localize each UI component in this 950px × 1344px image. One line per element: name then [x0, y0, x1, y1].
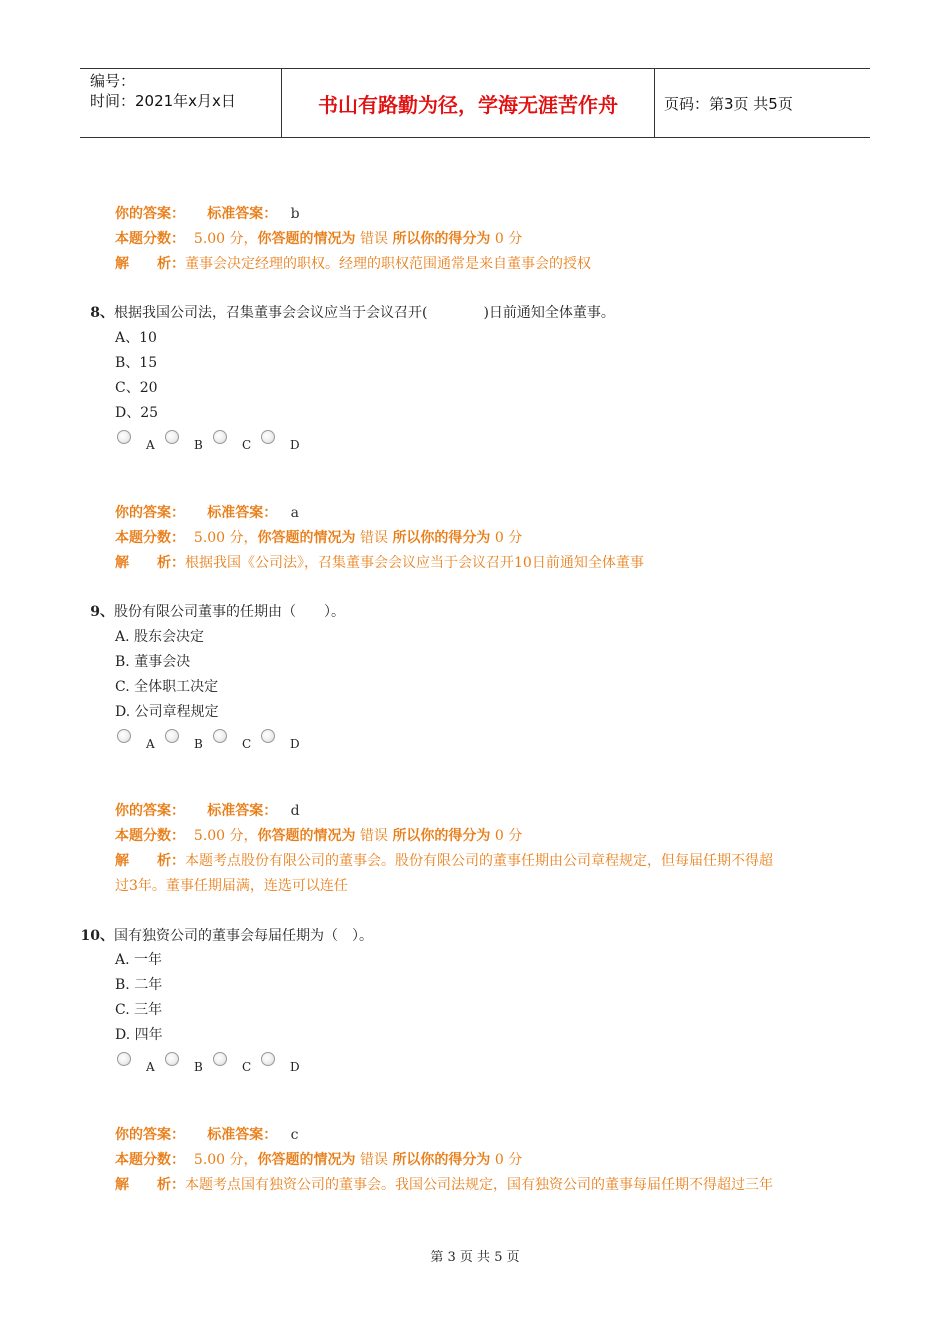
radio-circle-icon[interactable]	[117, 729, 131, 743]
radio-option-d[interactable]	[259, 1052, 307, 1076]
analysis-text: 根据我国《公司法》，召集董事会会议应当于会议召开10日前通知全体董事	[185, 555, 644, 571]
radio-circle-icon[interactable]	[117, 430, 131, 444]
score-value: 5.00 分，	[193, 828, 258, 844]
analysis-text-continued: 过3年。董事任期届满，连选可以连任	[115, 878, 348, 894]
radio-label: A	[146, 737, 155, 751]
question-8	[80, 301, 615, 326]
situation-label: 你答题的情况为	[257, 231, 356, 247]
analysis-label: 解 析：	[115, 1177, 185, 1193]
your-answer-label: 你的答案：	[115, 505, 185, 521]
your-answer-label: 你的答案：	[115, 803, 185, 819]
situation-value: 错误	[359, 530, 388, 546]
doc-time-label: 时间：2021年x月x日	[90, 92, 236, 110]
radio-option-a[interactable]	[115, 1052, 163, 1076]
answer-block	[115, 1123, 773, 1198]
situation-label: 你答题的情况为	[257, 1152, 356, 1168]
radio-label: D	[290, 438, 300, 452]
radio-circle-icon[interactable]	[261, 729, 275, 743]
got-value: 0 分	[494, 1152, 523, 1168]
header-meta	[90, 71, 280, 111]
radio-label: B	[194, 737, 203, 751]
standard-answer-label: 标准答案：	[207, 1127, 278, 1143]
option-b: B、15	[115, 355, 158, 371]
analysis-text: 董事会决定经理的职权。经理的职权范围通常是来自董事会的授权	[185, 256, 591, 272]
score-label: 本题分数：	[115, 231, 185, 247]
question-9	[80, 600, 345, 625]
options-list	[115, 948, 163, 1048]
option-d: D. 四年	[115, 1027, 163, 1043]
radio-label: A	[146, 438, 155, 452]
standard-answer-value: a	[290, 505, 299, 521]
radio-option-a[interactable]	[115, 729, 163, 753]
option-a: A. 股东会决定	[115, 629, 205, 645]
answer-block	[115, 202, 591, 277]
radio-option-c[interactable]	[211, 1052, 259, 1076]
radio-circle-icon[interactable]	[261, 430, 275, 444]
radio-label: B	[194, 1060, 203, 1074]
option-d: D、25	[115, 405, 159, 421]
your-answer-label: 你的答案：	[115, 206, 185, 222]
radio-circle-icon[interactable]	[165, 430, 179, 444]
answer-radio-group	[115, 1052, 307, 1076]
your-answer-label: 你的答案：	[115, 1127, 185, 1143]
option-a: A. 一年	[115, 952, 163, 968]
radio-label: B	[194, 438, 203, 452]
situation-label: 你答题的情况为	[257, 828, 356, 844]
analysis-label: 解 析：	[115, 256, 185, 272]
score-label: 本题分数：	[115, 1152, 185, 1168]
radio-label: D	[290, 737, 300, 751]
answer-radio-group	[115, 729, 307, 753]
options-list	[115, 326, 158, 426]
radio-circle-icon[interactable]	[213, 1052, 227, 1066]
analysis-label: 解 析：	[115, 555, 185, 571]
question-text: 国有独资公司的董事会每届任期为（ ）。	[114, 928, 373, 944]
analysis-text: 本题考点国有独资公司的董事会。我国公司法规定，国有独资公司的董事每届任期不得超过三年	[185, 1177, 773, 1193]
question-number: 10、	[80, 928, 114, 944]
radio-option-d[interactable]	[259, 430, 307, 454]
got-label: 所以你的得分为	[392, 231, 491, 247]
radio-circle-icon[interactable]	[213, 430, 227, 444]
radio-circle-icon[interactable]	[261, 1052, 275, 1066]
option-b: B. 董事会决	[115, 654, 191, 670]
radio-option-c[interactable]	[211, 729, 259, 753]
radio-circle-icon[interactable]	[165, 1052, 179, 1066]
radio-circle-icon[interactable]	[165, 729, 179, 743]
situation-value: 错误	[359, 231, 388, 247]
score-label: 本题分数：	[115, 828, 185, 844]
radio-label: A	[146, 1060, 155, 1074]
option-c: C. 全体职工决定	[115, 679, 219, 695]
analysis-text: 本题考点股份有限公司的董事会。股份有限公司的董事任期由公司章程规定，但每届任期不得超	[185, 853, 773, 869]
score-label: 本题分数：	[115, 530, 185, 546]
page-header	[80, 68, 870, 138]
situation-label: 你答题的情况为	[257, 530, 356, 546]
score-value: 5.00 分，	[193, 1152, 258, 1168]
standard-answer-value: d	[290, 803, 300, 819]
question-number: 9、	[90, 604, 114, 620]
score-value: 5.00 分，	[193, 231, 258, 247]
standard-answer-value: b	[290, 206, 300, 222]
radio-option-d[interactable]	[259, 729, 307, 753]
option-b: B. 二年	[115, 977, 163, 993]
doc-number-label: 编号：	[90, 72, 136, 90]
got-value: 0 分	[494, 530, 523, 546]
radio-circle-icon[interactable]	[213, 729, 227, 743]
radio-circle-icon[interactable]	[117, 1052, 131, 1066]
radio-label: C	[242, 438, 252, 452]
got-value: 0 分	[494, 828, 523, 844]
got-label: 所以你的得分为	[392, 828, 491, 844]
got-label: 所以你的得分为	[392, 530, 491, 546]
question-text: 股份有限公司董事的任期由（ ）。	[114, 604, 345, 620]
option-d: D. 公司章程规定	[115, 704, 219, 720]
answer-block	[115, 501, 644, 576]
situation-value: 错误	[359, 828, 388, 844]
question-10	[80, 924, 373, 949]
radio-option-b[interactable]	[163, 1052, 211, 1076]
question-text: 根据我国公司法，召集董事会会议应当于会议召开( )日前通知全体董事。	[114, 305, 615, 321]
radio-option-a[interactable]	[115, 430, 163, 454]
situation-value: 错误	[359, 1152, 388, 1168]
radio-label: D	[290, 1060, 300, 1074]
got-label: 所以你的得分为	[392, 1152, 491, 1168]
header-motto: 书山有路勤为径，学海无涯苦作舟	[281, 69, 655, 137]
options-list	[115, 625, 219, 725]
standard-answer-label: 标准答案：	[207, 206, 278, 222]
score-value: 5.00 分，	[193, 530, 258, 546]
radio-label: C	[242, 1060, 252, 1074]
page-footer: 第 3 页 共 5 页	[430, 1250, 520, 1265]
answer-block	[115, 799, 773, 899]
question-number: 8、	[90, 305, 114, 321]
got-value: 0 分	[494, 231, 523, 247]
radio-option-b[interactable]	[163, 729, 211, 753]
answer-radio-group	[115, 430, 307, 454]
standard-answer-label: 标准答案：	[207, 803, 278, 819]
analysis-label: 解 析：	[115, 853, 185, 869]
option-c: C. 三年	[115, 1002, 163, 1018]
header-page-label: 页码：第3页 共5页	[664, 95, 793, 113]
standard-answer-label: 标准答案：	[207, 505, 278, 521]
standard-answer-value: c	[290, 1127, 299, 1143]
option-c: C、20	[115, 380, 158, 396]
radio-option-b[interactable]	[163, 430, 211, 454]
option-a: A、10	[115, 330, 157, 346]
radio-label: C	[242, 737, 252, 751]
radio-option-c[interactable]	[211, 430, 259, 454]
